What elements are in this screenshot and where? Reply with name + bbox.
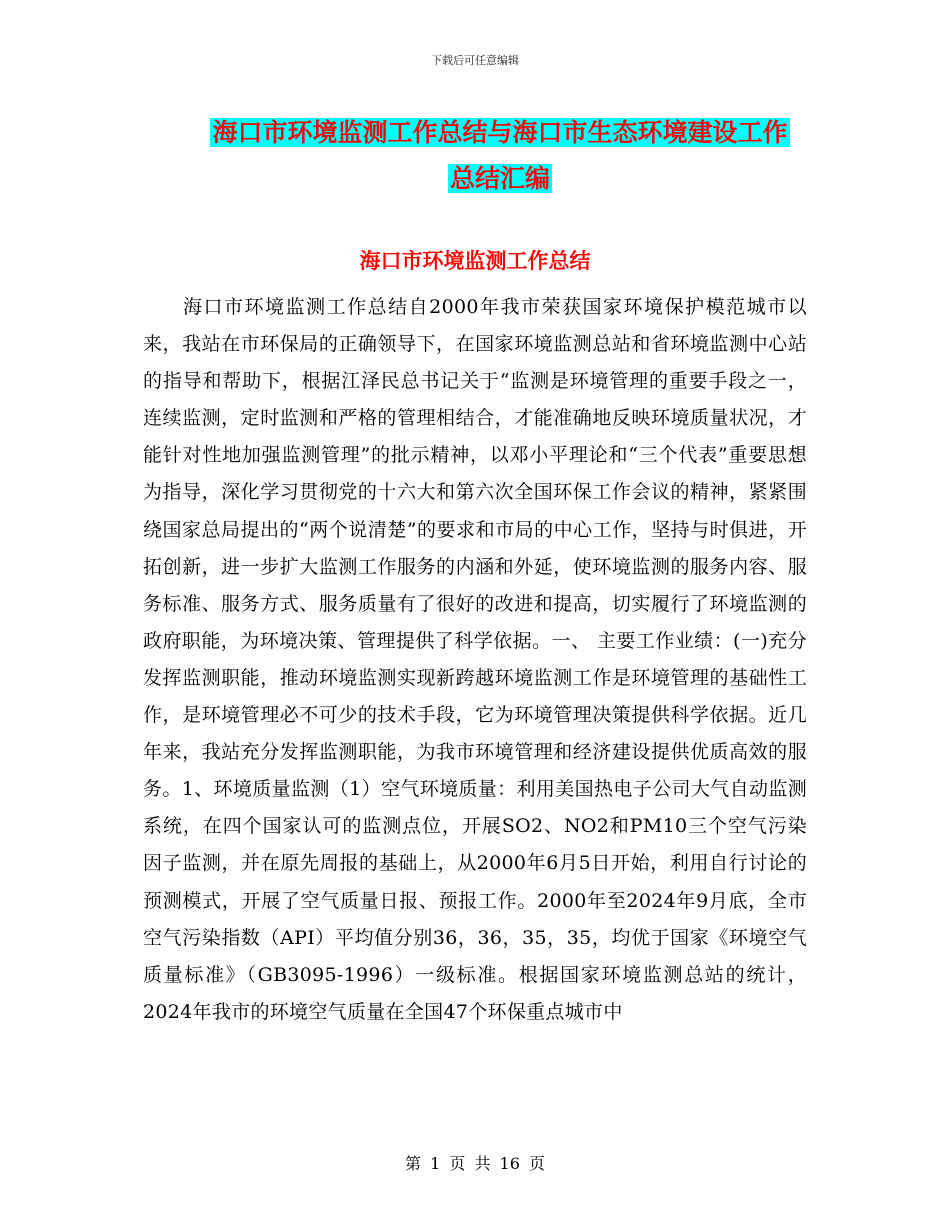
document-title: [190, 110, 810, 202]
page-header-note: 下载后可任意编辑: [431, 54, 519, 67]
body-paragraph: 海口市环境监测工作总结自2000年我市荣获国家环境保护模范城市以来，我站在市环保局的正确领导下，在国家环境监测总站和省环境监测中心站的指导和帮助下，根据江泽民总书记关于“监测是环境管理的重要手段之一，连续监测，定时监测和严格的管理相结合，才能准确地反映环境质量状况，才能针对性地加强监测管理”的批示精神，以邓小平理论和“三个代表”重要思想为指导，深化学习贯彻党的十六大和第六次全国环保工作会议的精神，紧紧围绕国家总局提出的“两个说清楚”的要求和市局的中心工作，坚持与时俱进，开拓创新，进一步扩大监测工作服务的内涵和外延，使环境监测的服务内容、服务标准、服务方式、服务质量有了很好的改进和提高，切实履行了环境监测的政府职能，为环境决策、管理提供了科学依据。一、 主要工作业绩：(一)充分发挥监测职能，推动环境监测实现新跨越环境监测工作是环境管理的基础性工作，是环境管理必不可少的技术手段，它为环境管理决策提供科学依据。近几年来，我站充分发挥监测职能，为我市环境管理和经济建设提供优质高效的服务。1、环境质量监测（1）空气环境质量：利用美国热电子公司大气自动监测系统，在四个国家认可的监测点位，开展SO2、NO2和PM10三个空气污染因子监测，并在原先周报的基础上，从2000年6月5日开始，利用自行讨论的预测模式，开展了空气质量日报、预报工作。2000年至2024年9月底，全市空气污染指数（API）平均值分别36，36，35，35，均优于国家《环境空气质量标准》（GB3095-1996）一级标准。根据国家环境监测总站的统计，2024年我市的环境空气质量在全国47个环保重点城市中: [143, 296, 807, 1023]
page-number-footer: 第 1 页 共 16 页: [405, 1154, 545, 1173]
document-title-line-1: 海口市环境监测工作总结与海口市生态环境建设工作: [212, 118, 788, 147]
section-title: 海口市环境监测工作总结: [359, 249, 591, 273]
document-title-line-2: 总结汇编: [449, 164, 550, 193]
